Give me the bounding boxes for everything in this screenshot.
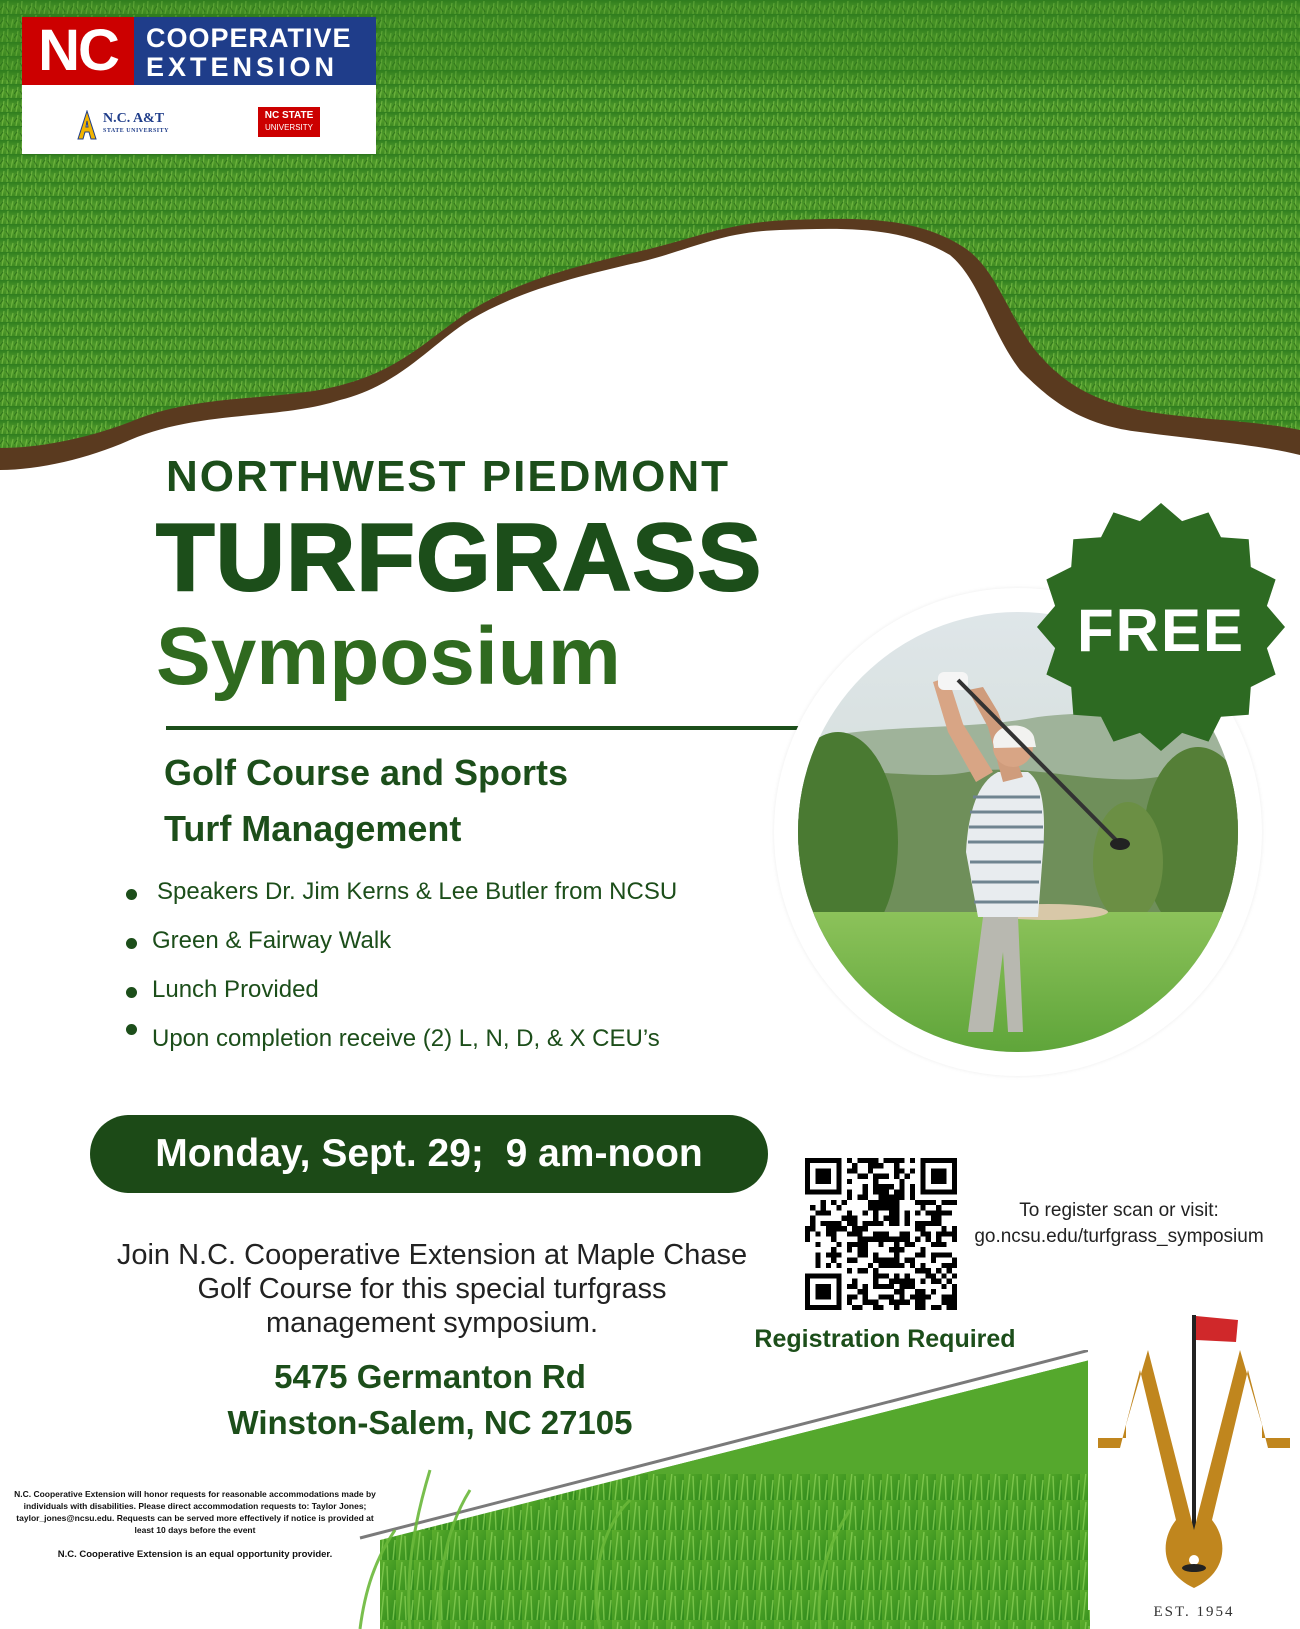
ncsu-logo [258, 107, 320, 137]
nc-cooperative-extension-logo [22, 17, 376, 154]
list-item-text: Lunch Provided [152, 976, 319, 1003]
accommodation-disclaimer: N.C. Cooperative Extension will honor requests for reasonable accommodations made by individuals with disabilities. Please direct accommodation requests to: Taylor Jones; taylor_jones@ncsu.edu. Requests can be served more effectively if notice is provided at least 10 days before the event [14, 1489, 376, 1535]
registration-prompt: To register scan or visit: [1019, 1200, 1219, 1221]
registration-url[interactable]: go.ncsu.edu/turfgrass_symposium [974, 1226, 1264, 1247]
event-date: Monday, Sept. 29; 9 am-noon [90, 1115, 768, 1193]
list-item-text: Green & Fairway Walk [152, 927, 392, 954]
event-description: Join N.C. Cooperative Extension at Maple Chase Golf Course for this special turfgrass management symposium. [116, 1239, 748, 1339]
ncat-sub: STATE UNIVERSITY [103, 128, 169, 134]
equal-opportunity-statement: N.C. Cooperative Extension is an equal opportunity provider. [57, 1549, 333, 1560]
ncsu-sub: UNIVERSITY [264, 123, 313, 132]
title-symposium: Symposium [156, 611, 621, 702]
bullet-icon [126, 987, 137, 998]
address-line1: 5475 Germanton Rd [274, 1358, 586, 1395]
subtitle-line2: Turf Management [164, 808, 462, 849]
title-turfgrass: TURFGRASS [156, 504, 763, 611]
subtitle-line1: Golf Course and Sports [164, 752, 569, 793]
ncsu-name: NC STATE [264, 110, 314, 121]
ncat-logo [77, 105, 169, 145]
list-item-text: Upon completion receive (2) L, N, D, & X CEU’s [152, 1025, 660, 1052]
venue-established: EST. 1954 [1153, 1604, 1235, 1620]
logo-wordmark-line2: EXTENSION [146, 52, 339, 82]
maple-chase-logo-icon [1088, 1310, 1300, 1610]
ncat-wordmark [103, 113, 169, 137]
logo-nc-mark: NC [22, 17, 134, 85]
free-badge-label: FREE [1076, 597, 1246, 664]
registration-required: Registration Required [754, 1325, 1016, 1353]
bullet-icon [126, 889, 137, 900]
bullet-icon [126, 1024, 137, 1035]
ncat-name: N.C. A&T [103, 111, 165, 126]
heading-divider [166, 726, 802, 730]
logo-wordmark-line1: COOPERATIVE [146, 23, 352, 53]
registration-info [958, 1198, 1280, 1250]
registration-qr-code[interactable] [805, 1158, 957, 1310]
ncat-aggie-icon [77, 110, 97, 140]
logo-wordmark [134, 17, 376, 85]
region-heading: NORTHWEST PIEDMONT [166, 452, 730, 501]
bullet-icon [126, 938, 137, 949]
address-line2: Winston-Salem, NC 27105 [227, 1404, 633, 1441]
list-item-text: Speakers Dr. Jim Kerns & Lee Butler from NCSU [157, 878, 678, 905]
